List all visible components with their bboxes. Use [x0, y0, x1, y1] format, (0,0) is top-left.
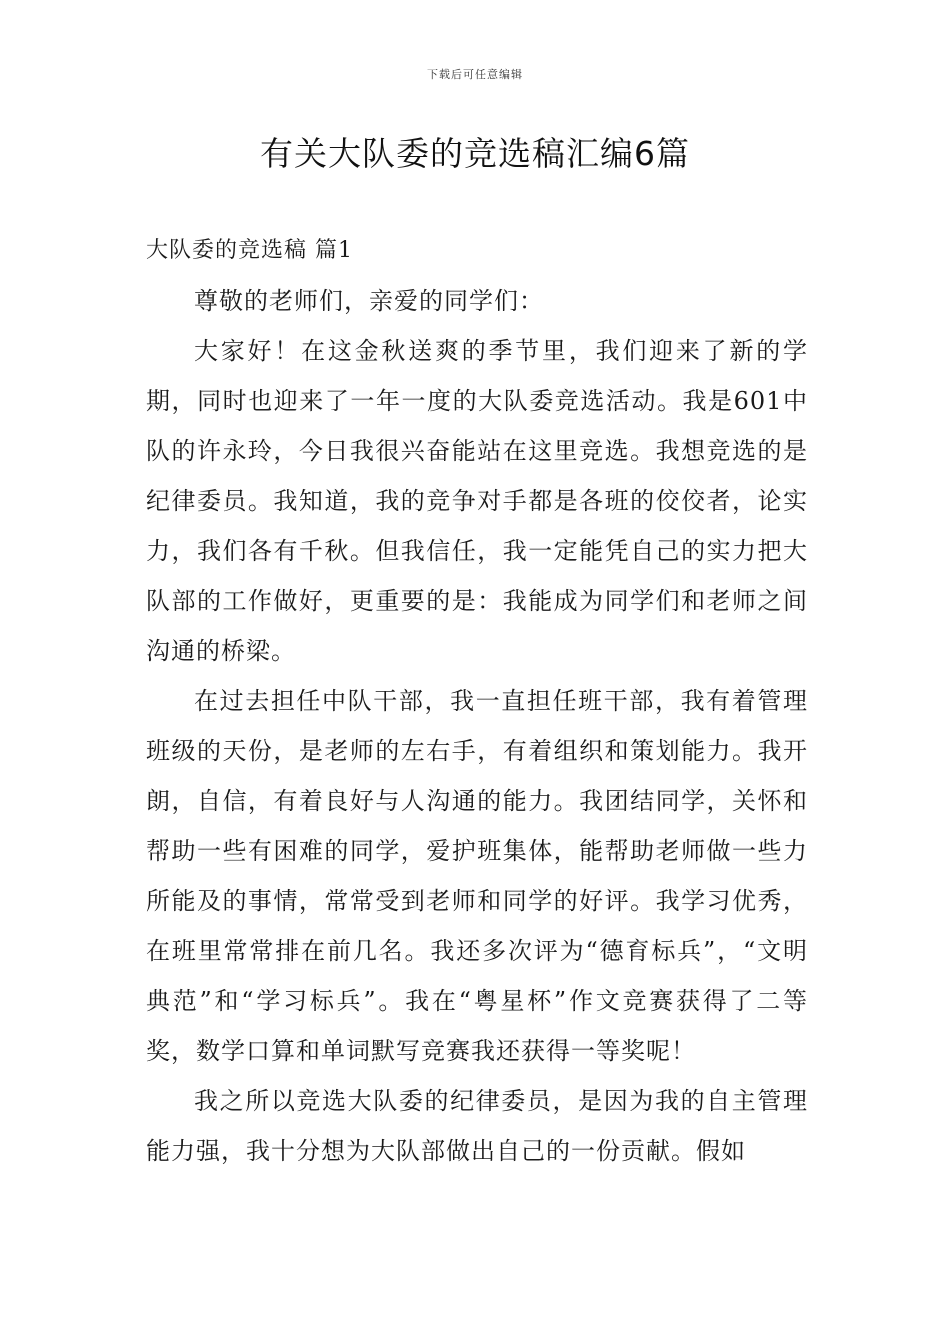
document-title: 有关大队委的竞选稿汇编6篇 — [260, 134, 690, 173]
paragraph-reason: 我之所以竞选大队委的纪律委员，是因为我的自主管理能力强，我十分想为大队部做出自己的一份贡献。假如 — [146, 1087, 808, 1165]
document-body — [146, 228, 808, 1176]
paragraph-experience: 在过去担任中队干部，我一直担任班干部，我有着管理班级的天份，是老师的左右手，有着组织和策划能力。我开朗，自信，有着良好与人沟通的能力。我团结同学，关怀和帮助一些有困难的同学，爱护班集体，能帮助老师做一些力所能及的事情，常常受到老师和同学的好评。我学习优秀，在班里常常排在前几名。我还多次评为“德育标兵”，“文明典范”和“学习标兵”。我在“粤星杯”作文竞赛获得了二等奖，数学口算和单词默写竞赛我还获得一等奖呢！ — [146, 687, 808, 1065]
paragraph-intro: 大家好！在这金秋送爽的季节里，我们迎来了新的学期，同时也迎来了一年一度的大队委竞选活动。我是601中队的许永玲，今日我很兴奋能站在这里竞选。我想竞选的是纪律委员。我知道，我的竞争对手都是各班的佼佼者，论实力，我们各有千秋。但我信任，我一定能凭自己的实力把大队部的工作做好，更重要的是：我能成为同学们和老师之间沟通的桥梁。 — [146, 337, 808, 665]
section-heading: 大队委的竞选稿 篇1 — [146, 238, 353, 263]
paragraph-salutation: 尊敬的老师们，亲爱的同学们： — [194, 287, 544, 315]
header-note: 下载后可任意编辑 — [427, 68, 523, 81]
